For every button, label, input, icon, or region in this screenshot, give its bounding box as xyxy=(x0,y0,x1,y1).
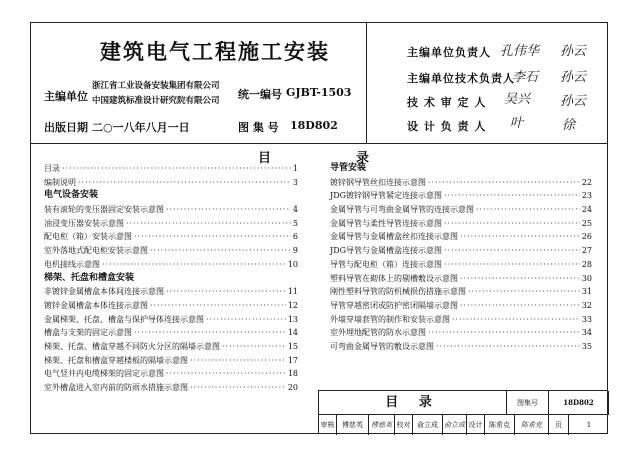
toc-entry-page: 33 xyxy=(581,314,592,324)
toc-entry-title: 金属导管与金属槽盒丝扣连接示意图 xyxy=(330,232,458,242)
signature-3a: 吴兴 xyxy=(504,92,531,107)
design-label: 设计 xyxy=(467,415,485,435)
toc-entry-page: 30 xyxy=(581,273,592,283)
toc-section-title: 导管安装 xyxy=(330,163,367,173)
signature-1b: 孙云 xyxy=(560,44,587,59)
toc-entry-page: 31 xyxy=(581,287,592,297)
toc-entry-title: 外墙穿墙套管的制作和安装示意图 xyxy=(330,314,450,324)
toc-leader-dots xyxy=(444,217,580,231)
toc-leader-dots xyxy=(460,299,580,313)
toc-entry-title: 电气竖井内电缆梯架的固定示意图 xyxy=(44,369,164,379)
page-value: 1 xyxy=(586,421,592,429)
toc-entry-title: 导管与配电柜（箱）连接示意图 xyxy=(330,259,442,269)
toc-leader-dots xyxy=(206,313,286,327)
design-name: 陈希克 xyxy=(485,415,515,435)
toc-leader-dots xyxy=(166,367,286,381)
toc-leader-dots xyxy=(166,285,286,299)
toc-entry xyxy=(330,230,592,244)
title-block-name: 目 录 xyxy=(319,391,507,415)
toc-entry-title: 非镀锌金属槽盒本体间连接示意图 xyxy=(44,287,164,297)
toc-entry xyxy=(44,230,298,244)
publish-date-label: 出版日期 xyxy=(44,121,88,134)
toc-section-title: 梯架、托盘和槽盒安装 xyxy=(44,272,135,283)
toc-entry-title: 塑料导管在砌体上的剔槽敷设示意图 xyxy=(330,273,458,283)
editor-unit-1: 浙江省工业设备安装集团有限公司 xyxy=(92,81,220,91)
atlas-number-label: 图 集 号 xyxy=(238,121,279,134)
toc-leader-dots xyxy=(166,203,291,217)
toc-entry-title: 梯架、托盘和槽盒穿越楼板的隔墙示意图 xyxy=(44,355,188,365)
review-label: 审核 xyxy=(319,415,337,435)
toc-entry-page: 14 xyxy=(287,328,298,338)
check-label: 校对 xyxy=(395,415,413,435)
toc-entry-page: 12 xyxy=(287,300,298,310)
toc-section-heading xyxy=(330,162,592,176)
toc-entry-title: 刚性塑料导管的防机械损伤措施示意图 xyxy=(330,287,466,297)
toc-entry-title: 梯架、托盘、槽盒穿越不同防火分区的隔墙示意图 xyxy=(44,341,220,351)
responsible-role-1: 主编单位负责人 xyxy=(407,46,491,59)
toc-entry-page: 25 xyxy=(581,218,592,228)
toc-entry xyxy=(330,299,592,313)
toc-entry-page: 27 xyxy=(581,246,592,256)
header-divider xyxy=(30,143,608,144)
toc-entry-page: 3 xyxy=(292,177,298,187)
toc-entry xyxy=(330,189,592,203)
toc-entry-title: 可弯曲金属导管的敷设示意图 xyxy=(330,341,434,351)
editor-unit-2: 中国建筑标准设计研究院有限公司 xyxy=(92,96,220,106)
toc-entry-title: 金属导管与柔性导管连接示意图 xyxy=(330,218,442,228)
check-name: 俞立成 xyxy=(413,415,443,435)
toc-entry-page: 35 xyxy=(581,341,592,351)
toc-leader-dots xyxy=(150,299,286,313)
page-label: 页 xyxy=(549,415,569,435)
toc-leader-dots xyxy=(444,258,580,272)
toc-entry xyxy=(44,367,298,381)
toc-leader-dots xyxy=(126,217,291,231)
toc-entry-page: 11 xyxy=(287,287,298,297)
toc-entry xyxy=(330,176,592,190)
toc-entry-title: 镀锌钢导管丝扣连接示意图 xyxy=(330,177,426,187)
toc-entry-page: 28 xyxy=(581,259,592,269)
toc-leader-dots xyxy=(102,258,286,272)
toc-right-column xyxy=(330,162,592,354)
responsible-role-3: 技 术 审 定 人 xyxy=(407,96,487,109)
toc-entry-title: 油浸变压器安装示意图 xyxy=(44,218,124,228)
toc-entry xyxy=(330,285,592,299)
toc-entry-page: 9 xyxy=(292,246,298,256)
atlas-title: 建筑电气工程施工安装 xyxy=(100,39,330,64)
signature-1a: 孔伟华 xyxy=(500,44,540,59)
header-vertical-divider xyxy=(366,22,367,143)
toc-entry xyxy=(44,354,298,368)
review-name: 傅慈英 xyxy=(337,415,369,435)
toc-entry-title: 室外槽盒进入室内前的防雨水措施示意图 xyxy=(44,383,188,392)
toc-entry xyxy=(44,313,298,327)
toc-entry-title: 配电柜（箱）安装示意图 xyxy=(44,232,132,242)
toc-entry-page: 32 xyxy=(581,300,592,310)
atlas-number-value: 18D802 xyxy=(290,119,338,132)
toc-entry-title: 金属导管与可弯曲金属导管的连接示意图 xyxy=(330,205,474,215)
title-block-atlas-value: 18D802 xyxy=(549,391,609,415)
toc-entry xyxy=(330,326,592,340)
unified-code-label: 统一编号 xyxy=(238,88,282,101)
toc-entry xyxy=(44,326,298,340)
toc-leader-dots xyxy=(134,326,286,340)
toc-section-title: 电气设备安装 xyxy=(44,190,99,201)
signature-2a: 李石 xyxy=(512,70,539,85)
toc-entry-page: 15 xyxy=(287,341,298,351)
toc-entry xyxy=(44,162,298,176)
toc-entry xyxy=(44,203,298,217)
toc-entry xyxy=(44,217,298,231)
toc-entry-title: JDG镀锌钢导管紧定连接示意图 xyxy=(330,191,443,201)
responsible-role-2: 主编单位技术负责人 xyxy=(407,72,515,85)
toc-entry xyxy=(44,299,298,313)
toc-entry-page: 22 xyxy=(581,177,592,187)
responsible-role-4: 设 计 负 责 人 xyxy=(407,120,487,133)
toc-entry-page: 10 xyxy=(287,259,298,269)
toc-entry-title: 室外落地式配电柜安装示意图 xyxy=(44,246,148,256)
toc-entry-title: 槽盒与支架的固定示意图 xyxy=(44,328,132,338)
toc-entry-page: 17 xyxy=(287,355,298,365)
toc-heading-left: 目 xyxy=(258,151,272,166)
toc-entry-title: 装有滚轮的变压器固定安装示意图 xyxy=(44,205,164,215)
toc-section-heading xyxy=(44,272,298,286)
toc-entry xyxy=(330,272,592,286)
toc-leader-dots xyxy=(428,326,580,340)
signature-4a: 叶 xyxy=(510,116,524,131)
toc-entry xyxy=(44,176,298,190)
toc-leader-dots xyxy=(62,162,291,176)
title-block xyxy=(318,390,608,434)
toc-leader-dots xyxy=(190,381,286,395)
toc-entry-title: 编制说明 xyxy=(44,177,76,187)
publish-date-value: 二○一八年八月一日 xyxy=(92,121,190,134)
toc-entry-title: 室外埋地配管的防水示意图 xyxy=(330,328,426,338)
toc-entry-page: 4 xyxy=(292,205,298,215)
toc-entry-title: 镀锌金属槽盒本体连接示意图 xyxy=(44,300,148,310)
toc-entry-title: 目录 xyxy=(44,164,60,173)
toc-leader-dots xyxy=(468,285,580,299)
toc-leader-dots xyxy=(78,176,291,190)
review-signature: 傅慈英 xyxy=(369,415,395,435)
toc-leader-dots xyxy=(460,230,580,244)
title-block-atlas-label: 图集号 xyxy=(507,391,549,415)
toc-entry xyxy=(44,258,298,272)
toc-leader-dots xyxy=(134,230,291,244)
toc-entry xyxy=(330,217,592,231)
toc-entry xyxy=(330,244,592,258)
toc-entry xyxy=(44,340,298,354)
toc-entry-page: 23 xyxy=(581,191,592,201)
toc-left-column xyxy=(44,162,298,395)
signature-2b: 孙云 xyxy=(560,70,587,85)
toc-entry-page: 26 xyxy=(581,232,592,242)
toc-entry-page: 1 xyxy=(292,164,298,173)
toc-entry-page: 34 xyxy=(581,328,592,338)
toc-entry-title: JDG导管与金属槽盒连接示意图 xyxy=(330,246,443,256)
editor-unit-label: 主编单位 xyxy=(44,90,88,103)
toc-entry-page: 13 xyxy=(287,314,298,324)
toc-entry xyxy=(330,340,592,354)
toc-entry xyxy=(44,285,298,299)
check-signature: 俞立成 xyxy=(443,415,467,435)
toc-entry xyxy=(330,313,592,327)
unified-code-value: GJBT-1503 xyxy=(286,86,352,99)
toc-leader-dots xyxy=(222,340,286,354)
toc-entry-page: 20 xyxy=(287,383,298,392)
toc-leader-dots xyxy=(436,340,580,354)
toc-leader-dots xyxy=(452,313,580,327)
toc-entry-page: 6 xyxy=(292,232,298,242)
toc-leader-dots xyxy=(476,203,580,217)
toc-entry xyxy=(44,381,298,395)
toc-leader-dots xyxy=(444,189,580,203)
design-signature: 陈希克 xyxy=(515,415,549,435)
toc-entry-page: 18 xyxy=(287,369,298,379)
toc-entry-title: 金属梯架、托盘、槽盒与保护导体连接示意图 xyxy=(44,314,204,324)
signature-3b: 孙云 xyxy=(560,94,587,109)
toc-entry-page: 5 xyxy=(292,218,298,228)
toc-heading-right: 录 xyxy=(356,151,370,166)
toc-entry xyxy=(330,203,592,217)
toc-leader-dots xyxy=(190,354,286,368)
toc-leader-dots xyxy=(460,272,580,286)
toc-section-heading xyxy=(44,189,298,203)
signature-4b: 徐 xyxy=(562,118,576,133)
toc-entry-title: 导管穿越密闭或防护密闭隔墙示意图 xyxy=(330,300,458,310)
toc-entry-title: 电机接线示意图 xyxy=(44,259,100,269)
toc-entry-page: 24 xyxy=(581,205,592,215)
toc-entry xyxy=(330,258,592,272)
toc-leader-dots xyxy=(150,244,291,258)
toc-leader-dots xyxy=(428,176,580,190)
toc-entry xyxy=(44,244,298,258)
toc-leader-dots xyxy=(444,244,580,258)
